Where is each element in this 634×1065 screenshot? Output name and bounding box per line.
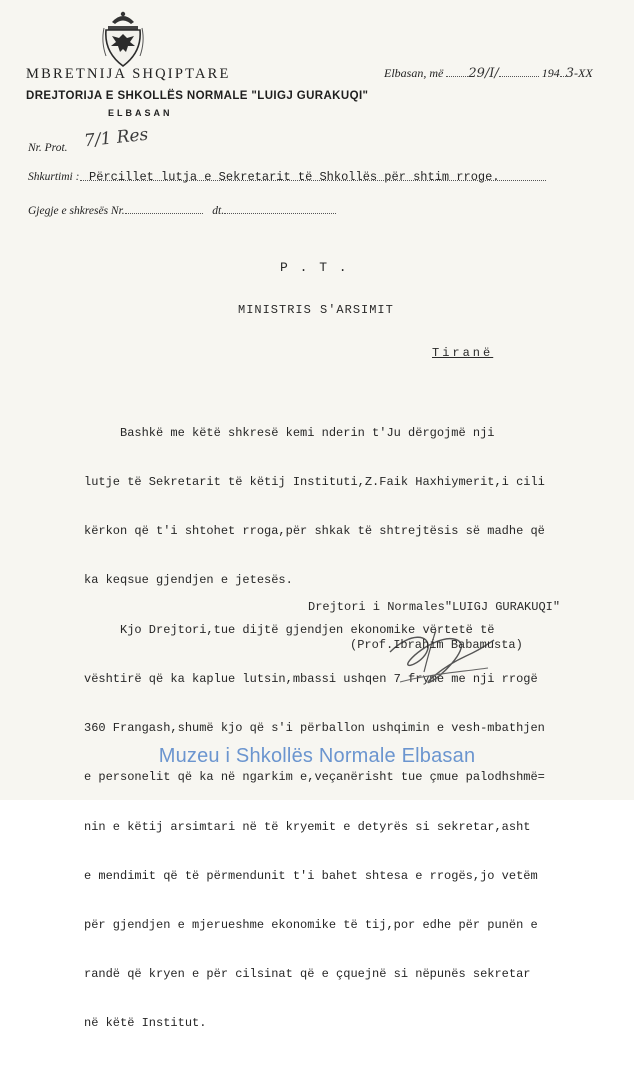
dateline-year: 194	[541, 66, 560, 80]
protocol-label: Nr. Prot.	[28, 142, 68, 154]
handwritten-date: 29/I/	[468, 66, 499, 81]
body-line: e personelit që ka në ngarkim e,veçanërisht tue çmue palodhshmë=	[84, 770, 545, 785]
pt-heading: P . T .	[280, 260, 349, 275]
handwritten-signature	[370, 612, 510, 692]
signatory-name: (Prof.Ibrahim Babamusta)	[350, 638, 523, 652]
dateline-year-suffix: 3	[565, 66, 575, 81]
subject-text: Përcillet lutja e Sekretarit të Shkollës për shtim rroge.	[89, 170, 500, 184]
body-line: Kjo Drejtori,tue dijtë gjendjen ekonomike vërtetë të	[84, 622, 495, 637]
subject-row	[28, 167, 500, 185]
body-line: e mendimit që të përmendunit t'i bahet shtesa e rrogës,jo vetëm	[84, 868, 538, 883]
directorate-title: DREJTORIJA E SHKOLLËS NORMALE "LUIGJ GURAKUQI"	[26, 90, 369, 102]
body-line: randë që kryen e për cilsinat që e çquejnë si nëpunës sekretar	[84, 967, 531, 982]
reply-date-label: dt.	[212, 205, 225, 217]
dateline	[384, 66, 593, 81]
body-line: lutje të Sekretarit të këtij Instituti,Z.Faik Haxhiymerit,i cili	[84, 475, 545, 490]
body-line: vështirë që ka kaplue lutsin,mbassi ushqen 7 frymë me nji rrogë	[84, 671, 538, 686]
dateline-regnal: -XX	[574, 66, 593, 80]
body-line: për gjendjen e mjerueshme ekonomike të tij,por edhe për punën e	[84, 918, 538, 932]
reply-reference-row	[28, 201, 336, 219]
body-line: ka keqsue gjendjen e jetesës.	[84, 573, 293, 588]
addressee-city: Tiranë	[432, 346, 494, 360]
subject-label: Shkurtimi :	[28, 171, 80, 183]
body-line: kërkon që t'i shtohet rroga,për shkak të shtrejtësis së madhe që	[84, 524, 545, 539]
body-line: nin e këtij arsimtari në të kryemit e detyrës si sekretar,asht	[84, 819, 531, 834]
subject-underline	[80, 180, 546, 181]
body-line: në këtë Institut.	[84, 1016, 207, 1031]
letterhead-city: ELBASAN	[108, 108, 173, 118]
body-line: Bashkë me këtë shkresë kemi nderin t'Ju dërgojmë nji	[84, 425, 495, 440]
letter-body	[84, 392, 624, 1065]
signatory-title: Drejtori i Normales"LUIGJ GURAKUQI"	[308, 600, 561, 614]
protocol-number-handwritten: 7/1 Res	[83, 124, 150, 152]
dateline-place: Elbasan, më	[384, 66, 444, 80]
body-line: 360 Frangash,shumë kjo që s'i përballon ushqimin e vesh-mbathjen	[84, 721, 545, 736]
ministry-addressee: MINISTRIS S'ARSIMIT	[238, 303, 394, 317]
kingdom-title: MBRETNIJA SHQIPTARE	[26, 66, 231, 82]
reply-label: Gjegje e shkresës Nr.	[28, 205, 125, 217]
museum-watermark: Muzeu i Shkollës Normale Elbasan	[158, 745, 476, 767]
royal-crest-icon	[100, 8, 146, 70]
